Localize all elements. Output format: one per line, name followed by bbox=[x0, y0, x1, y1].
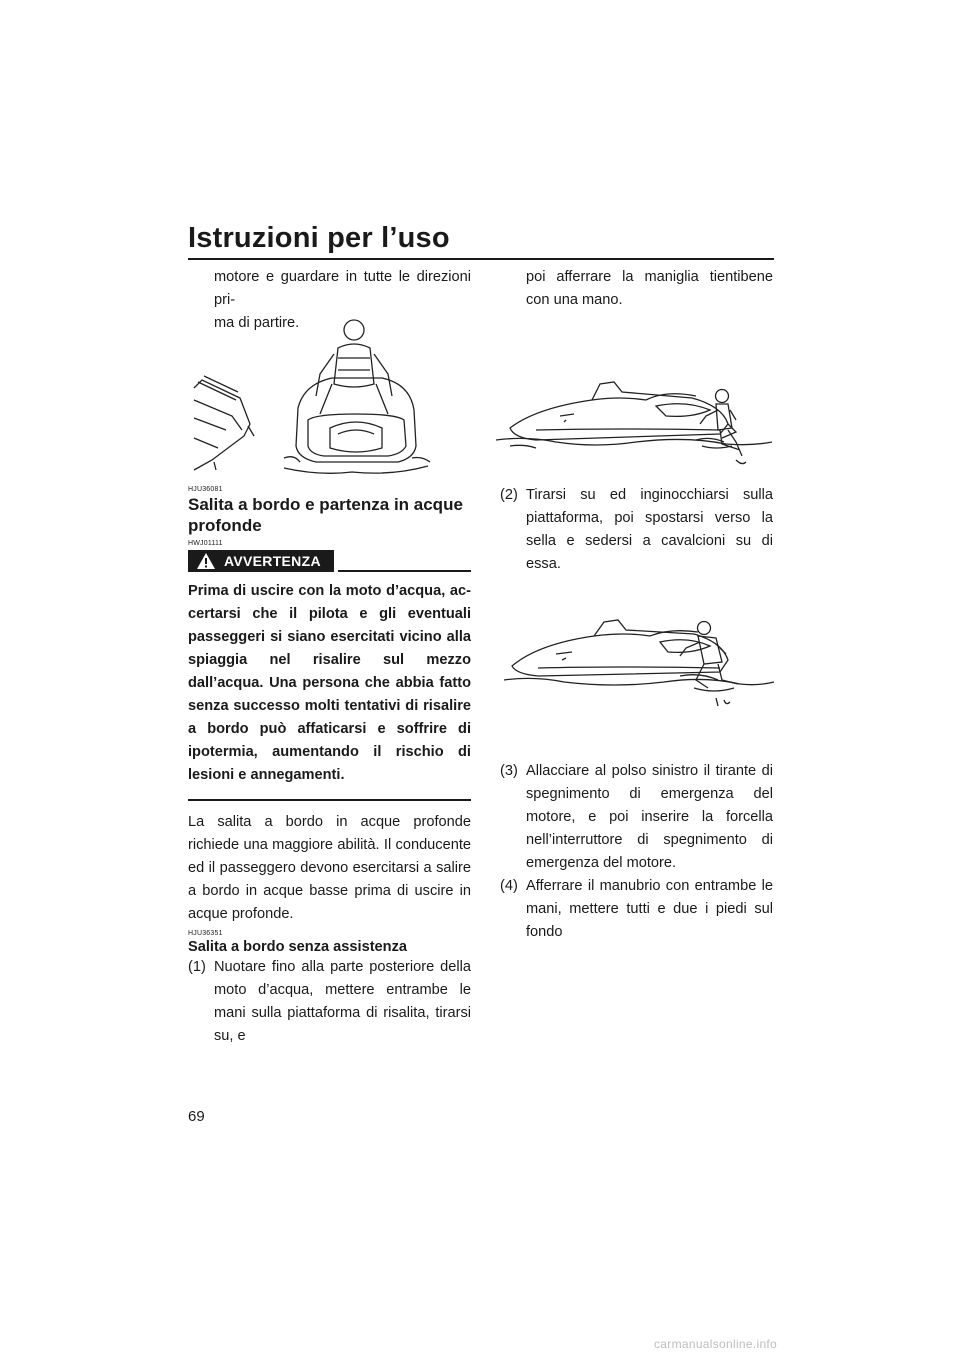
body-paragraph: La salita a bordo in acque profonde richiede una maggiore abilità. Il conducente ed il passeggero devono esercitarsi a salire a bordo in acque basse prima di uscire in acque profonde. bbox=[188, 813, 471, 922]
warning-bottom-rule bbox=[188, 799, 471, 801]
right-column-step-2 bbox=[500, 484, 773, 576]
step-4 bbox=[500, 875, 773, 944]
warning-badge bbox=[188, 550, 334, 572]
step-4-number: (4) bbox=[500, 878, 518, 894]
watermark: carmanualsonline.info bbox=[654, 1337, 778, 1351]
warning-top-rule bbox=[338, 570, 471, 572]
title-rule bbox=[188, 258, 774, 260]
step-2-number: (2) bbox=[500, 487, 518, 503]
warning-text: Prima di uscire con la moto d’acqua, accertarsi che il pilota e gli eventuali passeggeri si siano esercitati vicino alla spiaggia nel risalire sul mezzo dall’acqua. Una persona che abbia fatto senza successo molti tentativi di risalire a bordo può affaticarsi e soffrire di ipotermia, aumentando il rischio di lesioni e annegamenti. bbox=[188, 583, 471, 783]
warning-header bbox=[188, 550, 471, 574]
warning-code: HWJ01111 bbox=[188, 540, 223, 547]
step-1-continuation: poi afferrare la maniglia tientibene con una mano. bbox=[526, 269, 773, 308]
step-2-text: Tirarsi su ed inginocchiarsi sulla piattaforma, poi spostarsi verso la sella e sedersi a cavalcioni su di essa. bbox=[526, 487, 773, 572]
swimmer-boarding-illustration bbox=[496, 370, 776, 475]
right-column-top bbox=[500, 266, 773, 312]
warning-label: AVVERTENZA bbox=[224, 553, 321, 569]
step-3-number: (3) bbox=[500, 763, 518, 779]
warning-triangle-icon bbox=[196, 552, 216, 570]
rider-climbing-platform-illustration bbox=[504, 614, 776, 714]
rider-rear-view-illustration bbox=[192, 318, 442, 478]
intro-line-1: motore e guardare in tutte le direzioni pri- bbox=[214, 269, 471, 308]
step-4-text: Afferrare il manubrio con entrambe le mani, mettere tutti e due i piedi sul fondo bbox=[526, 878, 773, 940]
intro-line-2: ma di partire. bbox=[214, 315, 300, 331]
section-title: Salita a bordo e partenza in acque profonde bbox=[188, 495, 463, 535]
left-column-main bbox=[188, 486, 471, 1048]
page-title: Istruzioni per l’uso bbox=[188, 222, 450, 254]
subsection-code: HJU36351 bbox=[188, 929, 223, 937]
step-2 bbox=[500, 484, 773, 576]
step-3-text: Allacciare al polso sinistro il tirante di spegnimento di emergenza del motore, e poi inserire la forcella nell’interruttore di spegnimento di emergenza del motore. bbox=[526, 763, 773, 871]
subsection-title: Salita a bordo senza assistenza bbox=[188, 938, 407, 955]
step-1 bbox=[188, 956, 471, 1048]
step-3 bbox=[500, 760, 773, 875]
step-1-number: (1) bbox=[188, 958, 206, 975]
right-column-steps-3-4 bbox=[500, 760, 773, 944]
page-number: 69 bbox=[188, 1108, 205, 1125]
section-code: HJU36081 bbox=[188, 486, 223, 493]
step-1-text: Nuotare fino alla parte posteriore della moto d’acqua, mettere entrambe le mani sulla piattaforma di risalita, tirarsi su, e bbox=[214, 958, 471, 1044]
